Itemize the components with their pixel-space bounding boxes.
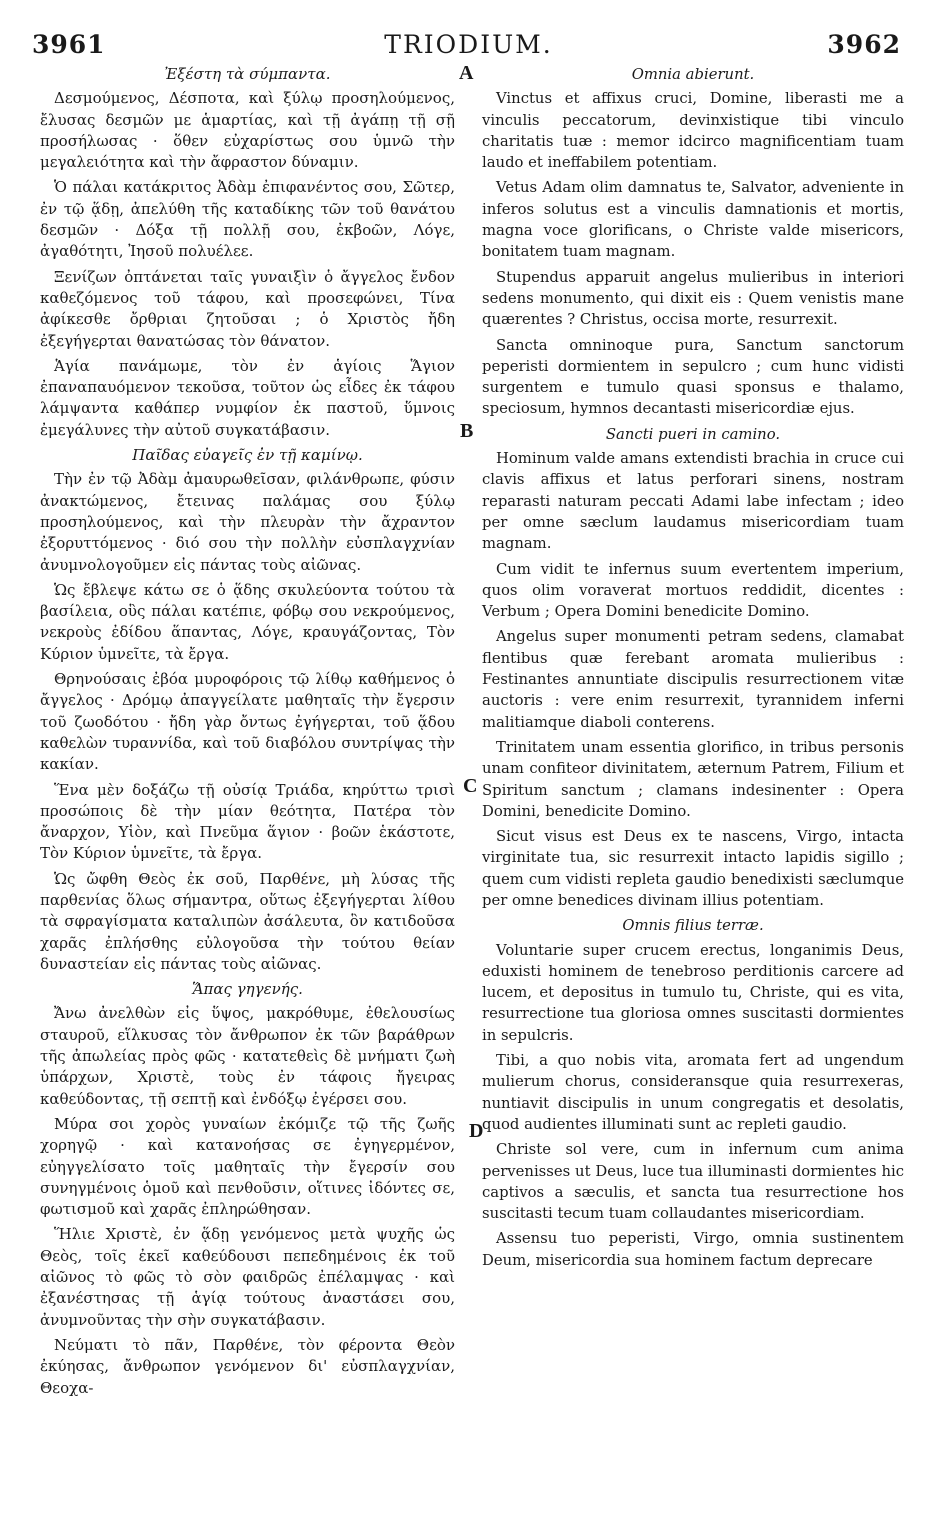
greek-stanza: Ἥλιε Χριστὲ, ἐν ᾅδῃ γενόμενος μετὰ ψυχῆς ὡς Θεὸς, τοῖς ἐκεῖ καθεύδουσι πεπεδημένοις ἐκ τοῦ αἰῶνος τὸ φῶς τὸ σὸν φαιδρῶς ἐπέλαμψας · καὶ ἐξανέστησας τῇ ἁγίᾳ τούτους ἀναστάσει σου, ἀνυμνοῦντας τὴν σὴν συγκατάβασιν. <box>40 1225 455 1329</box>
latin-stanza: Christe sol vere, cum in infernum cum anima pervenisses ut Deus, luce tua illuminasti dormientes hic captivos a sæculis, et sancta tua resurrectione hos suscitasti tecum tuam collaudantes misericordiam. <box>482 1141 904 1223</box>
greek-hymn-heading: Ἅπας γηγενής. <box>192 980 303 999</box>
greek-hymn-heading: Ἐξέστη τὰ σύμπαντα. <box>164 65 331 83</box>
greek-column <box>40 64 455 1403</box>
latin-stanza: Angelus super monumenti petram sedens, clamabat flentibus quæ ferebant aromata mulieribus : Festinantes annuntiate discipulis resurrectionem vitæ auctoris : vere enim resurrexit, tyrannidem inferni malitiamque diaboli conterens. <box>482 628 904 731</box>
section-marker-c: C <box>463 775 478 797</box>
greek-stanza: Ξενίζων ὀπτάνεται ταῖς γυναιξὶν ὁ ἄγγελος ἔνδον καθεζόμενος τοῦ τάφου, καὶ προσεφώνει, Τίνα ἀφίκεσθε ὄρθριαι ζητοῦσαι ; ὁ Χριστὸς ἤδη ἐξεγήγερται θανατώσας τὸν θάνατον. <box>40 267 455 350</box>
latin-column <box>482 64 904 1275</box>
latin-stanza: Stupendus apparuit angelus mulieribus in interiori sedens monumento, qui dixit eis : Quem venistis mane quærentes ? Christus, occisa morte, resurrexit. <box>482 268 904 329</box>
latin-hymn-heading: Omnia abierunt. <box>631 66 755 83</box>
running-title: TRIODIUM. <box>384 30 553 59</box>
section-marker-b: B <box>460 420 474 442</box>
page-number-right: 3962 <box>827 30 901 59</box>
latin-stanza: Vinctus et affixus cruci, Domine, liberasti me a vinculis peccatorum, devinxistique tibi vinculo charitatis tuæ : memor idcirco magnificentiam tuam laudo et ineffabilem potentiam. <box>482 90 904 172</box>
latin-stanza: Trinitatem unam essentia glorifico, in tribus personis unam confiteor divinitatem, æternum Patrem, Filium et Spiritum sanctum ; clamans indesinenter : Opera Domini, benedicite Domino. <box>482 738 904 820</box>
greek-stanza: Τὴν ἐν τῷ Ἀδὰμ ἀμαυρωθεῖσαν, φιλάνθρωπε, φύσιν ἀνακτώμενος, ἔτεινας παλάμας σου ξύλῳ προσηλούμενος, καὶ τὴν πλευρὰν τὴν ἄχραντον ἐξορυττόμενος · διό σου τὴν πολλὴν εὐσπλαγχνίαν ἀνυμνολογοῦμεν εἰς πάντας τοὺς αἰῶνας. <box>40 470 455 574</box>
greek-stanza: Νεύματι τὸ πᾶν, Παρθένε, τὸν φέροντα Θεὸν ἐκύησας, ἄνθρωπον γενόμενον δι' εὐσπλαγχνίαν, Θεοχα- <box>40 1335 455 1397</box>
latin-stanza: Hominum valde amans extendisti brachia in cruce cui clavis affixus et latus perforari sinens, nostram reparasti naturam peccati Adami labe infectam ; ideo per omne sæclum laudamus misericordiam tuam magnam. <box>482 450 904 553</box>
greek-stanza: Δεσμούμενος, Δέσποτα, καὶ ξύλῳ προσηλούμενος, ἔλυσας δεσμῶν με ἁμαρτίας, καὶ τῇ ἀγάπῃ τῇ σῇ προσήλωσας · ὅθεν εὐχαρίστως σου ὑμνῶ τὴν μεγαλειότητα καὶ τὴν ἄφραστον δύναμιν. <box>40 89 455 172</box>
greek-stanza: Ὁ πάλαι κατάκριτος Ἀδὰμ ἐπιφανέντος σου, Σῶτερ, ἐν τῷ ᾅδῃ, ἀπελύθη τῆς καταδίκης τῶν τοῦ θανάτου δεσμῶν · Δόξα τῇ πολλῇ σου, ἐκβοῶν, Λόγε, ἀγαθότητι, Ἰησοῦ πολυέλεε. <box>40 178 455 261</box>
greek-stanza: Θρηνούσαις ἐβόα μυροφόροις τῷ λίθῳ καθήμενος ὁ ἄγγελος · Δρόμῳ ἀπαγγείλατε μαθηταῖς τὴν ἔγερσιν τοῦ ζωοδότου · ἤδη γὰρ ὄντως ἐγήγερται, τοῦ ᾅδου καθελὼν τυραννίδα, καὶ τοῦ διαβόλου συντρίψας τὴν κακίαν. <box>40 670 455 774</box>
greek-stanza: Ἕνα μὲν δοξάζω τῇ οὐσίᾳ Τριάδα, κηρύττω τρισὶ προσώποις δὲ τὴν μίαν θεότητα, Πατέρα τὸν ἄναρχον, Υἱὸν, καὶ Πνεῦμα ἅγιον · βοῶν ἑκάστοτε, Τὸν Κύριον ὑμνεῖτε, τὰ ἔργα. <box>40 780 455 863</box>
latin-stanza: Assensu tuo peperisti, Virgo, omnia sustinentem Deum, misericordia sua hominem factum deprecare <box>482 1230 904 1269</box>
section-marker-a: A <box>459 62 474 84</box>
page-number-left: 3961 <box>32 30 106 59</box>
greek-stanza: Ἄνω ἀνελθὼν εἰς ὕψος, μακρόθυμε, ἐθελουσίως σταυροῦ, εἵλκυσας τὸν ἄνθρωπον ἐκ τῶν βαράθρων τῆς ἀπωλείας πρὸς φῶς · κατατεθεὶς δὲ μνήματι ζωὴ ὑπάρχων, Χριστὲ, τοὺς ἐν τάφοις ἤγειρας καθεύδοντας, τῇ σεπτῇ καὶ ἐνδόξῳ ἐγέρσει σου. <box>40 1004 455 1108</box>
latin-stanza: Sicut visus est Deus ex te nascens, Virgo, intacta virginitate tua, sic resurrexit intacto lapidis sigillo ; quem cum vidisti repleta gaudio benedixisti sæclumque per omne benedices divinam illius potentiam. <box>482 828 904 909</box>
latin-stanza: Vetus Adam olim damnatus te, Salvator, adveniente in inferos solutus est a vinculis damnationis et mortis, magna voce glorificans, o Christe valde misericors, bonitatem tuam magnam. <box>482 179 904 261</box>
page-header <box>0 30 937 64</box>
latin-stanza: Tibi, a quo nobis vita, aromata fert ad ungendum mulierum chorus, consideransque quia resurrexeras, nuntiavit discipulis in unum congregatis et desolatis, quod audientes illuminati sunt ac repleti gaudio. <box>482 1052 904 1133</box>
latin-stanza: Voluntarie super crucem erectus, longanimis Deus, eduxisti hominem de tenebroso perditionis carcere ad lucem, et depositus in tumulo tu, Christe, qui es vita, resurrectione tua gloriosa omnes suscitasti dormientes in sepulcris. <box>482 941 904 1044</box>
greek-stanza: Ὡς ὤφθη Θεὸς ἐκ σοῦ, Παρθένε, μὴ λύσας τῆς παρθενίας ὅλως σήμαντρα, οὕτως ἐξεγήγερται λίθου τὰ σφραγίσματα καταλιπὼν ἀσάλευτα, ὃν κατιδοῦσα χαρᾶς ἐπλήσθης εὐλογοῦσα τὴν τούτου θείαν δυναστείαν εἰς πάντας τοὺς αἰῶνας. <box>40 869 455 973</box>
greek-stanza: Μύρα σοι χορὸς γυναίων ἐκόμιζε τῷ τῆς ζωῆς χορηγῷ · καὶ κατανοήσας σε ἐγηγερμένον, εὐηγγελίσατο τοῖς μαθηταῖς τὴν ἔγερσίν σου συνηγμένοις ὁμοῦ καὶ πενθοῦσιν, οἵτινες ἰδόντες σε, φωτισμοῦ καὶ χαρᾶς ἐπληρώθησαν. <box>40 1114 455 1219</box>
greek-stanza: Ἁγία πανάμωμε, τὸν ἐν ἁγίοις Ἅγιον ἐπαναπαυόμενον τεκοῦσα, τοῦτον ὡς εἶδες ἐκ τάφου λάμψαντα καθάπερ νυμφίον ἐκ παστοῦ, ὕμνοις ἐμεγάλυνες τὴν αὐτοῦ συγκατάβασιν. <box>40 356 455 439</box>
greek-hymn-heading: Παῖδας εὐαγεῖς ἐν τῇ καμίνῳ. <box>132 446 363 465</box>
latin-hymn-heading: Omnis filius terræ. <box>622 917 764 935</box>
latin-hymn-heading: Sancti pueri in camino. <box>605 425 781 443</box>
section-marker-d: D <box>469 1120 484 1142</box>
latin-stanza: Sancta omninoque pura, Sanctum sanctorum peperisti dormientem in sepulcro ; cum hunc vidisti surgentem e tumulo quasi sponsus e thalamo, speciosum, hymnos decantasti misericordiæ ejus. <box>482 336 904 418</box>
greek-stanza: Ὡς ἔβλεψε κάτω σε ὁ ᾅδης σκυλεύοντα τούτου τὰ βασίλεια, οὓς πάλαι κατέπιε, φόβῳ σου νεκρούμενος, νεκροὺς ἐδίδου ἅπαντας, Λόγε, κραυγάζοντας, Τὸν Κύριον ὑμνεῖτε, τὰ ἔργα. <box>40 580 455 663</box>
latin-stanza: Cum vidit te infernus suum evertentem imperium, quos olim voraverat mortuos reddidit, dicentes : Verbum ; Opera Domini benedicite Domino. <box>482 560 904 621</box>
